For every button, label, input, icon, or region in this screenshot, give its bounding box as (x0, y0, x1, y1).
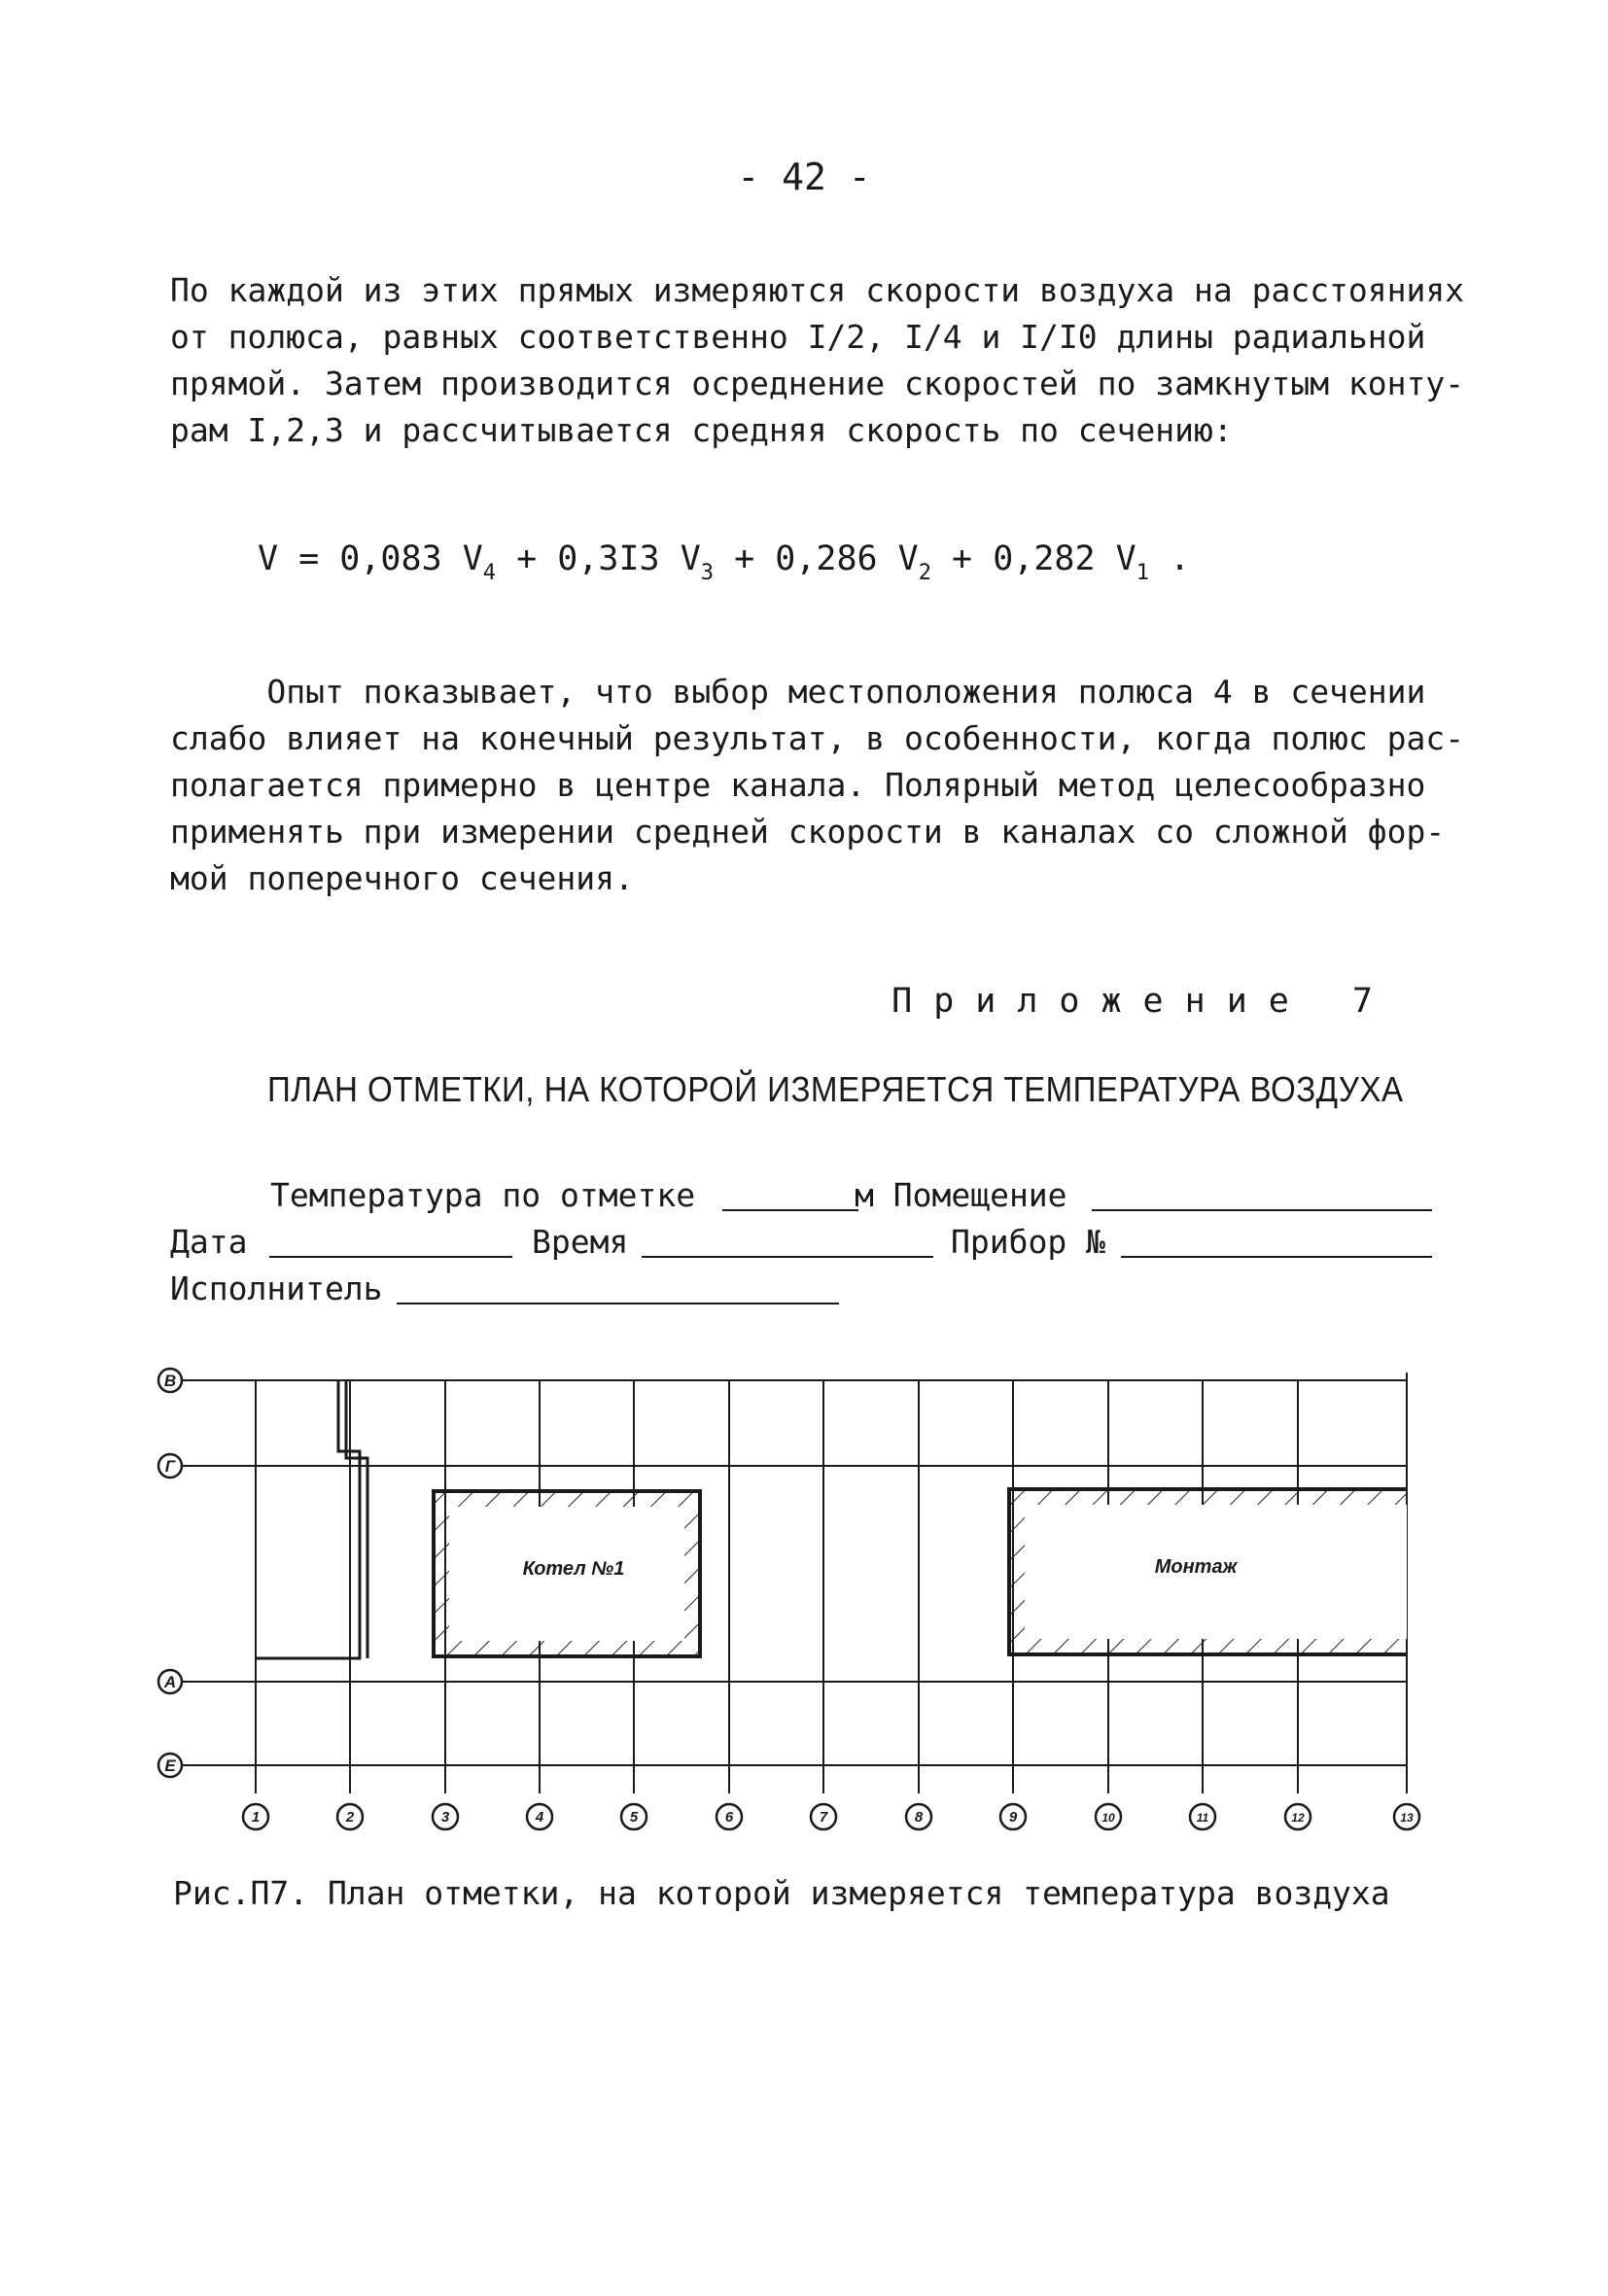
paragraph-line: Опыт показывает, что выбор местоположения полюса 4 в сечении (170, 673, 1426, 711)
formula-subscript: 1 (1136, 561, 1149, 585)
column-axis-label: 5 (629, 1809, 639, 1826)
formula-subscript: 4 (482, 561, 497, 585)
temperature-label: Температура по отметке (270, 1176, 696, 1214)
date-field[interactable] (269, 1223, 512, 1258)
page-number: - 42 - (737, 156, 871, 198)
column-axis-label: 12 (1291, 1811, 1305, 1825)
formula-term: + 0,282 V (930, 539, 1136, 578)
section-heading: ПЛАН ОТМЕТКИ, НА КОТОРОЙ ИЗМЕРЯЕТСЯ ТЕМПЕРАТУРА ВОЗДУХА (267, 1069, 1404, 1109)
appendix-label: Приложение 7 (891, 982, 1394, 1021)
paragraph-polar-method (170, 669, 1463, 902)
column-axis-label: 2 (345, 1809, 355, 1826)
assembly-area (1009, 1489, 1407, 1654)
column-axis-label: 4 (535, 1809, 544, 1826)
paragraph-line: применять при измерении средней скорости в каналах со сложной фор- (170, 813, 1446, 851)
column-axis-label: 11 (1196, 1811, 1209, 1825)
paragraph-line: мой поперечного сечения. (170, 859, 634, 897)
date-label: Дата (170, 1223, 248, 1261)
paragraph-measurement-method (170, 267, 1463, 454)
row-axis-label: Г (164, 1457, 176, 1476)
boiler-room-label: Котел №1 (522, 1558, 625, 1580)
column-axis-label: 1 (251, 1809, 261, 1826)
time-field[interactable] (642, 1223, 933, 1258)
executor-label: Исполнитель (170, 1270, 383, 1307)
formula-end: . (1148, 539, 1191, 578)
row-axis-markers (158, 1369, 182, 1777)
paragraph-line: от полюса, равных соответственно I/2, I/4 и I/I0 длины радиальной (170, 318, 1426, 356)
device-label: Прибор № (951, 1223, 1105, 1261)
column-axis-label: 6 (724, 1809, 734, 1826)
average-velocity-formula (258, 539, 1190, 585)
formula-term: + 0,3I3 V (496, 539, 701, 578)
temperature-field[interactable] (722, 1176, 858, 1211)
row-axis-label: В (163, 1372, 177, 1390)
room-label: м Помещение (855, 1176, 1067, 1214)
row-axis-label: А (163, 1673, 177, 1691)
paragraph-line: рам I,2,3 и рассчитывается средняя скорость по сечению: (170, 411, 1233, 449)
assembly-area-label: Монтаж (1154, 1556, 1238, 1578)
column-axis-label: 10 (1101, 1811, 1115, 1825)
paragraph-line: полагается примерно в центре канала. Полярный метод целесообразно (170, 766, 1426, 804)
measurement-form (170, 1176, 1434, 1316)
time-label: Время (532, 1223, 629, 1261)
form-row-temperature (170, 1176, 1434, 1223)
formula-subscript: 3 (700, 561, 715, 585)
column-axis-label: 3 (440, 1809, 450, 1826)
formula-subscript: 2 (918, 561, 931, 585)
paragraph-line: По каждой из этих прямых измеряются скорости воздуха на расстояниях (170, 271, 1465, 309)
form-row-executor (170, 1270, 1434, 1316)
column-axis-label: 7 (819, 1809, 828, 1826)
column-axis-label: 9 (1008, 1809, 1018, 1826)
column-axis-markers (243, 1804, 1419, 1829)
floor-plan-diagram (146, 1351, 1449, 1857)
row-axis-label: Е (164, 1757, 176, 1775)
executor-field[interactable] (397, 1270, 839, 1305)
column-axis-label: 13 (1400, 1811, 1414, 1825)
room-field[interactable] (1092, 1176, 1432, 1211)
device-field[interactable] (1121, 1223, 1432, 1258)
paragraph-line: прямой. Затем производится осреднение скоростей по замкнутым конту- (170, 365, 1465, 402)
formula-term: + 0,286 V (714, 539, 919, 578)
form-row-date (170, 1223, 1434, 1270)
column-axis-label: 8 (914, 1809, 924, 1826)
boiler-room (434, 1491, 700, 1656)
figure-caption: Рис.П7. План отметки, на которой измеряется температура воздуха (173, 1874, 1390, 1912)
paragraph-line: слабо влияет на конечный результат, в особенности, когда полюс рас- (170, 719, 1465, 757)
formula-term: V = 0,083 V (258, 539, 483, 578)
